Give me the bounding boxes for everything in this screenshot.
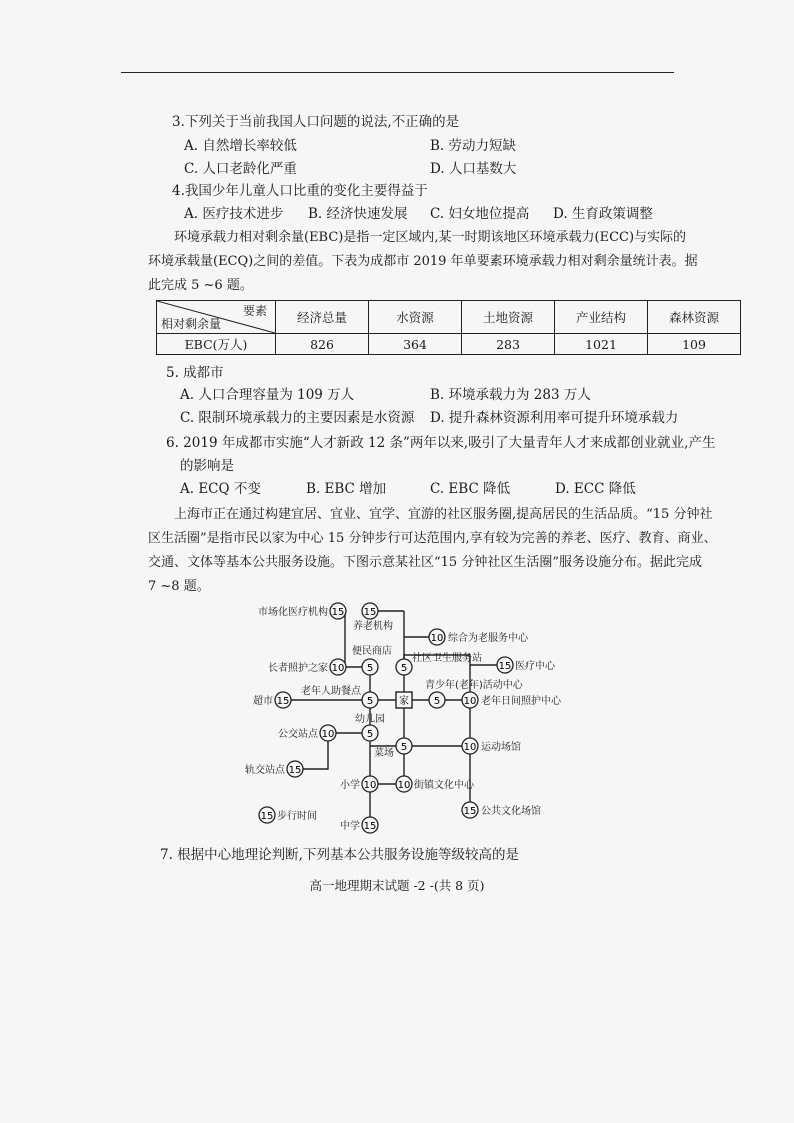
table-cell: 283 [462,334,555,355]
node-primary-school [362,776,378,792]
minute-label: 5 [433,696,441,707]
q6-option-c: C. EBC 降低 [430,481,511,497]
node-elder-care-home [330,659,346,675]
node-health-station [396,659,412,675]
table-cell: 1021 [555,334,648,355]
intro1-line3: 此完成 5 ~6 题。 [148,278,253,293]
table-header-cell: 经济总量 [276,301,369,334]
q5-option-b: B. 环境承载力为 283 万人 [430,387,591,403]
minute-label: 15 [363,607,377,618]
node-elderly-institution [362,603,378,619]
table-header-cell: 土地资源 [462,301,555,334]
q3-option-a: A. 自然增长率较低 [184,138,297,154]
question-5-stem: 5. 成都市 [166,365,224,381]
label-elder-care-home: 长者照护之家 [268,663,328,674]
node-elderly-day-care [462,692,478,708]
question-3-stem: 3.下列关于当前我国人口问题的说法,不正确的是 [172,114,460,130]
label-public-culture-plaza: 公共文化场馆 [481,806,541,817]
question-4-stem: 4.我国少年儿童人口比重的变化主要得益于 [172,183,428,199]
node-vegetable-market [396,738,412,754]
minute-label: 5 [400,663,408,674]
node-legend [259,807,275,823]
q4-option-a: A. 医疗技术进步 [184,206,284,222]
intro2-line1: 上海市正在通过构建宜居、宜业、宜学、宜游的社区服务圈,提高居民的生活品质。“15 分钟社 [174,507,713,522]
label-vegetable-market: 菜场 [374,748,394,759]
table-corner-top: 要素 [242,304,267,318]
table-corner-bottom: 相对剩余量 [161,317,222,331]
q4-option-b: B. 经济快速发展 [308,206,408,222]
node-public-culture-plaza [462,802,478,818]
node-medical-center [497,657,513,673]
table-header-cell: 产业结构 [555,301,648,334]
label-primary-school: 小学 [340,780,360,791]
minute-label: 15 [363,821,377,832]
minute-label: 15 [276,696,290,707]
page-footer: 高一地理期末试题 -2 -(共 8 页) [309,878,485,893]
home-label: 家 [399,696,409,707]
label-sports-venue: 运动场馆 [481,742,521,753]
minute-label: 10 [463,742,477,753]
q3-option-d: D. 人口基数大 [430,161,517,177]
intro1-line1: 环境承载力相对剩余量(EBC)是指一定区域内,某一时期该地区环境承载力(ECC)与实际的 [174,230,687,245]
minute-label: 5 [366,696,374,707]
minute-label: 10 [463,696,477,707]
node-convenience-store [362,659,378,675]
table-cell: 109 [648,334,741,355]
minute-label: 5 [366,663,374,674]
table-header-cell: 水资源 [369,301,462,334]
intro2-line2: 区生活圈”是指市民以家为中心 15 分钟步行可达范围内,享有较为完善的养老、医疗、教育、商业、 [148,531,717,546]
q6-option-b: B. EBC 增加 [306,481,387,497]
node-kindergarten [362,725,378,741]
node-street-culture-center [396,776,412,792]
node-elderly-canteen [362,692,378,708]
q3-option-b: B. 劳动力短缺 [430,138,517,154]
q5-option-d: D. 提升森林资源利用率可提升环境承载力 [430,410,679,426]
q4-option-c: C. 妇女地位提高 [430,206,530,222]
table-cell: 826 [276,334,369,355]
intro1-line2: 环境承载量(ECQ)之间的差值。下表为成都市 2019 年单要素环境承载力相对剩余量统计表。据 [148,254,698,269]
node-market-medical [330,603,346,619]
question-6-stem-line1: 6. 2019 年成都市实施“人才新政 12 条”两年以来,吸引了大量青年人才来成都创业就业,产生 [166,435,716,451]
minute-label: 15 [331,607,345,618]
node-rail-stop [287,761,303,777]
label-elderly-service-center: 综合为老服务中心 [448,633,528,644]
intro2-line3: 交通、文体等基本公共服务设施。下图示意某社区“15 分钟社区生活圈”服务设施分布。据此完成 [148,555,702,570]
label-health-station: 社区卫生服务站 [412,653,482,664]
q6-option-a: A. ECQ 不变 [180,481,261,497]
minute-label: 10 [331,663,345,674]
q5-option-a: A. 人口合理容量为 109 万人 [180,387,355,403]
label-rail-stop: 轨交站点 [245,765,285,776]
minute-label: 10 [397,780,411,791]
minute-label: 15 [260,811,274,822]
minute-label: 10 [321,729,335,740]
q6-option-d: D. ECC 降低 [555,481,636,497]
question-6-stem-line2: 的影响是 [180,458,234,474]
label-elderly-institution: 养老机构 [353,621,393,632]
label-market-medical: 市场化医疗机构 [258,607,328,618]
minute-label: 10 [430,633,444,644]
node-bus-stop [320,725,336,741]
label-middle-school: 中学 [340,821,360,832]
node-elderly-service-center [429,629,445,645]
minute-label: 15 [463,806,477,817]
node-sports-venue [462,738,478,754]
node-supermarket [275,692,291,708]
label-youth-elder-activity: 青少年(老年)活动中心 [425,680,523,691]
intro2-line4: 7 ~8 题。 [148,579,210,594]
question-7-stem: 7. 根据中心地理论判断,下列基本公共服务设施等级较高的是 [160,847,519,863]
label-supermarket: 超市 [253,696,273,707]
table-header-cell: 森林资源 [648,301,741,334]
minute-label: 5 [366,729,374,740]
table-row-label: EBC(万人) [157,334,276,355]
node-youth-elder-activity [429,692,445,708]
label-elderly-day-care: 老年日间照护中心 [481,696,561,707]
minute-label: 10 [363,780,377,791]
q5-option-c: C. 限制环境承载力的主要因素是水资源 [180,410,415,426]
label-convenience-store: 便民商店 [352,646,392,657]
label-bus-stop: 公交站点 [278,729,318,740]
legend-walking-time: 步行时间 [277,811,317,822]
q4-option-d: D. 生育政策调整 [553,206,653,222]
label-kindergarten: 幼儿园 [355,714,385,725]
q3-option-c: C. 人口老龄化严重 [184,161,297,177]
table-cell: 364 [369,334,462,355]
node-middle-school [362,817,378,833]
minute-label: 5 [400,742,408,753]
label-street-culture-center: 街镇文化中心 [414,780,474,791]
label-medical-center: 医疗中心 [515,661,555,672]
minute-label: 15 [288,765,302,776]
minute-label: 15 [498,661,512,672]
label-elderly-canteen: 老年人助餐点 [301,686,361,697]
